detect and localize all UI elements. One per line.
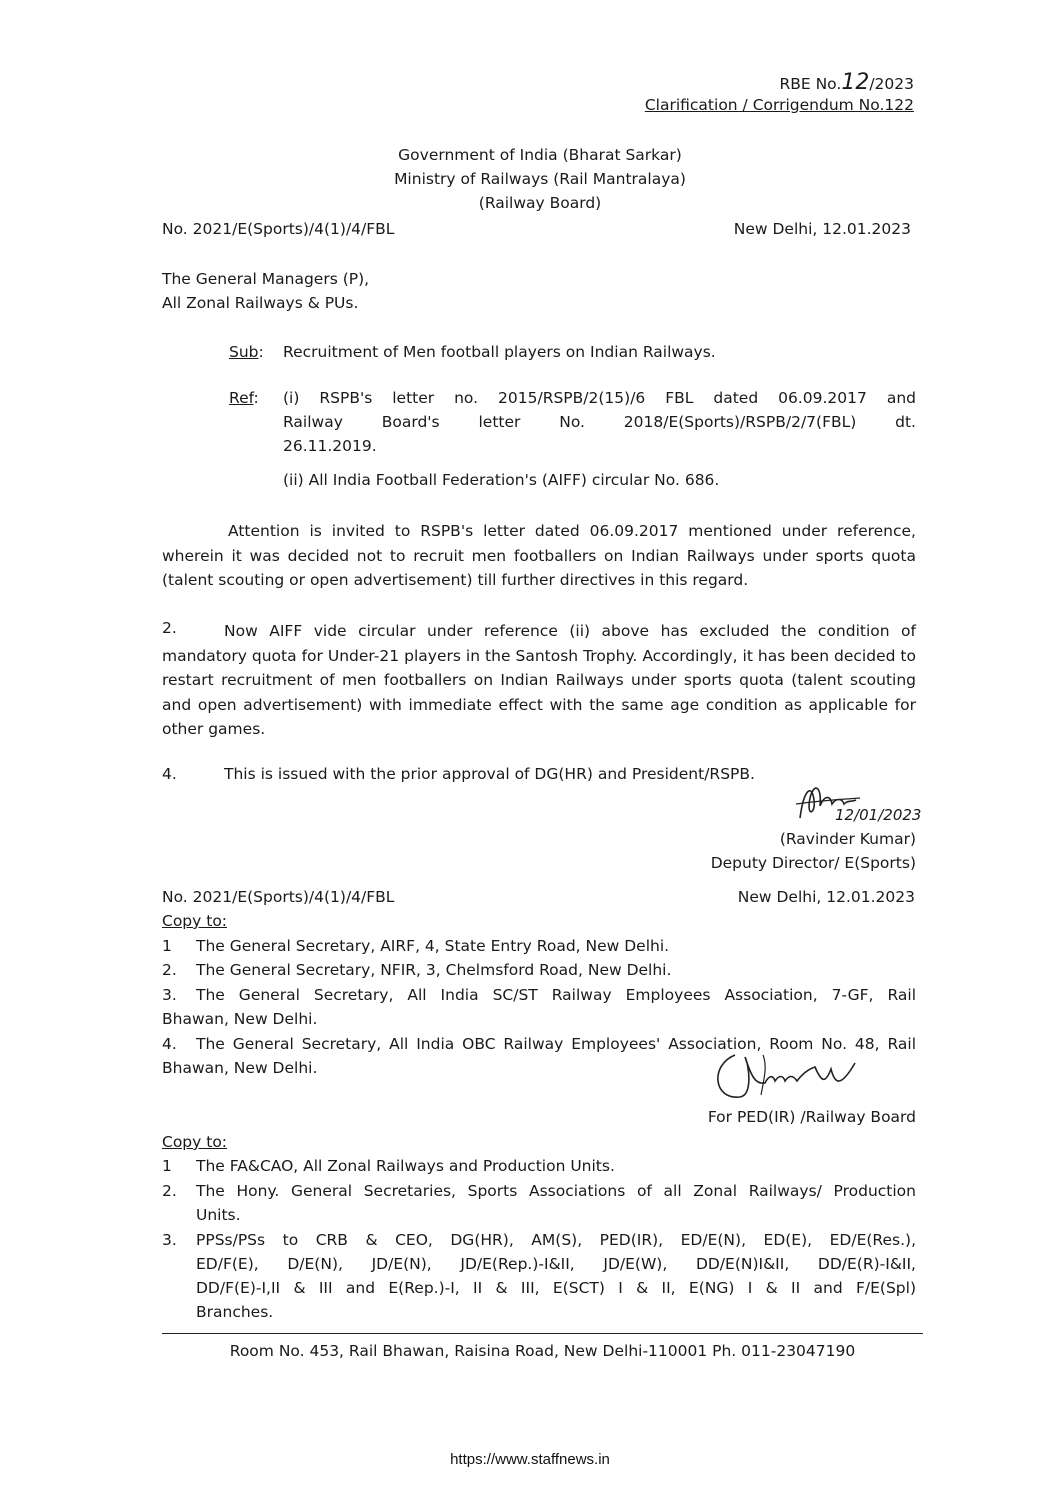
signatory-name: (Ravinder Kumar) <box>779 830 916 848</box>
copy2-item3-line3: DD/F(E)-I,II & III and E(Rep.)-I, II & III, E(SCT) I & II, E(NG) I & II and F/E(Spl) <box>196 1279 916 1297</box>
handwritten-date: 12/01/2023 <box>835 806 922 824</box>
for-ped-ir: For PED(IR) /Railway Board <box>707 1108 916 1126</box>
footer-divider <box>162 1333 923 1334</box>
reference-item1-line3: 26.11.2019. <box>283 437 377 455</box>
copy1-item3-line1: The General Secretary, All India SC/ST Railway Employees Association, 7-GF, Rail <box>196 986 916 1004</box>
copy1-item2: The General Secretary, NFIR, 3, Chelmsford Road, New Delhi. <box>196 961 672 979</box>
copy2-item3-number: 3. <box>162 1231 177 1249</box>
copy2-item2-number: 2. <box>162 1182 177 1200</box>
reference-item1-line1: (i) RSPB's letter no. 2015/RSPB/2(15)/6 FBL dated 06.09.2017 and <box>283 389 916 407</box>
copy1-item4-line1: The General Secretary, All India OBC Railway Employees' Association, Room No. 48, Rail <box>196 1035 916 1053</box>
clarification-number: Clarification / Corrigendum No.122 <box>644 96 914 114</box>
copy2-item2-line1: The Hony. General Secretaries, Sports Associations of all Zonal Railways/ Production <box>196 1182 916 1200</box>
copy1-item2-number: 2. <box>162 961 177 979</box>
copy2-item1: The FA&CAO, All Zonal Railways and Production Units. <box>196 1157 615 1175</box>
signatory-designation: Deputy Director/ E(Sports) <box>710 854 916 872</box>
copy1-item4-number: 4. <box>162 1035 177 1053</box>
website-url[interactable]: https://www.staffnews.in <box>450 1451 610 1468</box>
paragraph-2: Now AIFF vide circular under reference (ii) above has excluded the condition of mandatory quota for Under-21 players in the Santosh Trophy. Accordingly, it has been decided to restart recruitment of men footballers on Indian Railways under sports quota (talent scouting and open advertisement) with immediate effect with the same age condition as applicable for other games. <box>162 622 916 738</box>
rbe-prefix: RBE No. <box>779 75 842 93</box>
copy2-item2-line2: Units. <box>196 1206 241 1224</box>
letter-number-copy: No. 2021/E(Sports)/4(1)/4/FBL <box>162 888 395 906</box>
reference-item1-line2: Railway Board's letter No. 2018/E(Sports)/RSPB/2/7(FBL) dt. <box>283 413 916 431</box>
copy1-item3-number: 3. <box>162 986 177 1004</box>
addressee-line1: The General Managers (P), <box>162 270 370 288</box>
copy1-item1-number: 1 <box>162 937 172 955</box>
paragraph-2-number: 2. <box>162 619 177 637</box>
letter-number: No. 2021/E(Sports)/4(1)/4/FBL <box>162 220 395 238</box>
subject-colon: : <box>258 343 264 361</box>
copy2-item3-line4: Branches. <box>196 1303 274 1321</box>
reference-label: Ref <box>229 389 254 407</box>
copy2-item3-line1: PPSs/PSs to CRB & CEO, DG(HR), AM(S), PED(IR), ED/E(N), ED(E), ED/E(Res.), <box>196 1231 916 1249</box>
rbe-number <box>779 70 914 95</box>
reference-colon: : <box>253 389 259 407</box>
rbe-handwritten-number: 12 <box>841 70 870 95</box>
copy1-item4-line2: Bhawan, New Delhi. <box>162 1059 318 1077</box>
paragraph-1: Attention is invited to RSPB's letter dated 06.09.2017 mentioned under reference, wherein it was decided not to recruit men footballers on Indian Railways under sports quota (talent scouting or open advertisement) till further directives in this regard. <box>162 522 916 589</box>
copy-to-heading-2: Copy to: <box>162 1133 228 1151</box>
subject-text: Recruitment of Men football players on Indian Railways. <box>283 343 716 361</box>
subject <box>229 343 264 361</box>
copy1-item1: The General Secretary, AIRF, 4, State Entry Road, New Delhi. <box>196 937 670 955</box>
rbe-suffix: /2023 <box>869 75 914 93</box>
paragraph-4: This is issued with the prior approval of DG(HR) and President/RSPB. <box>224 765 755 783</box>
place-date-copy: New Delhi, 12.01.2023 <box>737 888 915 906</box>
copy1-item3-line2: Bhawan, New Delhi. <box>162 1010 318 1028</box>
issuer-government: Government of India (Bharat Sarkar) <box>398 146 682 164</box>
footer-address: Room No. 453, Rail Bhawan, Raisina Road, New Delhi-110001 Ph. 011-23047190 <box>229 1342 856 1360</box>
reference-item2: (ii) All India Football Federation's (AIFF) circular No. 686. <box>283 471 720 489</box>
copy2-item1-number: 1 <box>162 1157 172 1175</box>
issuer-board: (Railway Board) <box>478 194 602 212</box>
paragraph-4-number: 4. <box>162 765 177 783</box>
subject-label: Sub <box>229 343 259 361</box>
reference <box>229 389 259 407</box>
issuer-ministry: Ministry of Railways (Rail Mantralaya) <box>394 170 686 188</box>
copy2-item3-line2: ED/F(E), D/E(N), JD/E(N), JD/E(Rep.)-I&II, JD/E(W), DD/E(N)I&II, DD/E(R)-I&II, <box>196 1255 916 1273</box>
signature-scribble-2 <box>705 1045 885 1105</box>
addressee-line2: All Zonal Railways & PUs. <box>162 294 359 312</box>
copy-to-heading-1: Copy to: <box>162 912 228 930</box>
place-date: New Delhi, 12.01.2023 <box>733 220 911 238</box>
